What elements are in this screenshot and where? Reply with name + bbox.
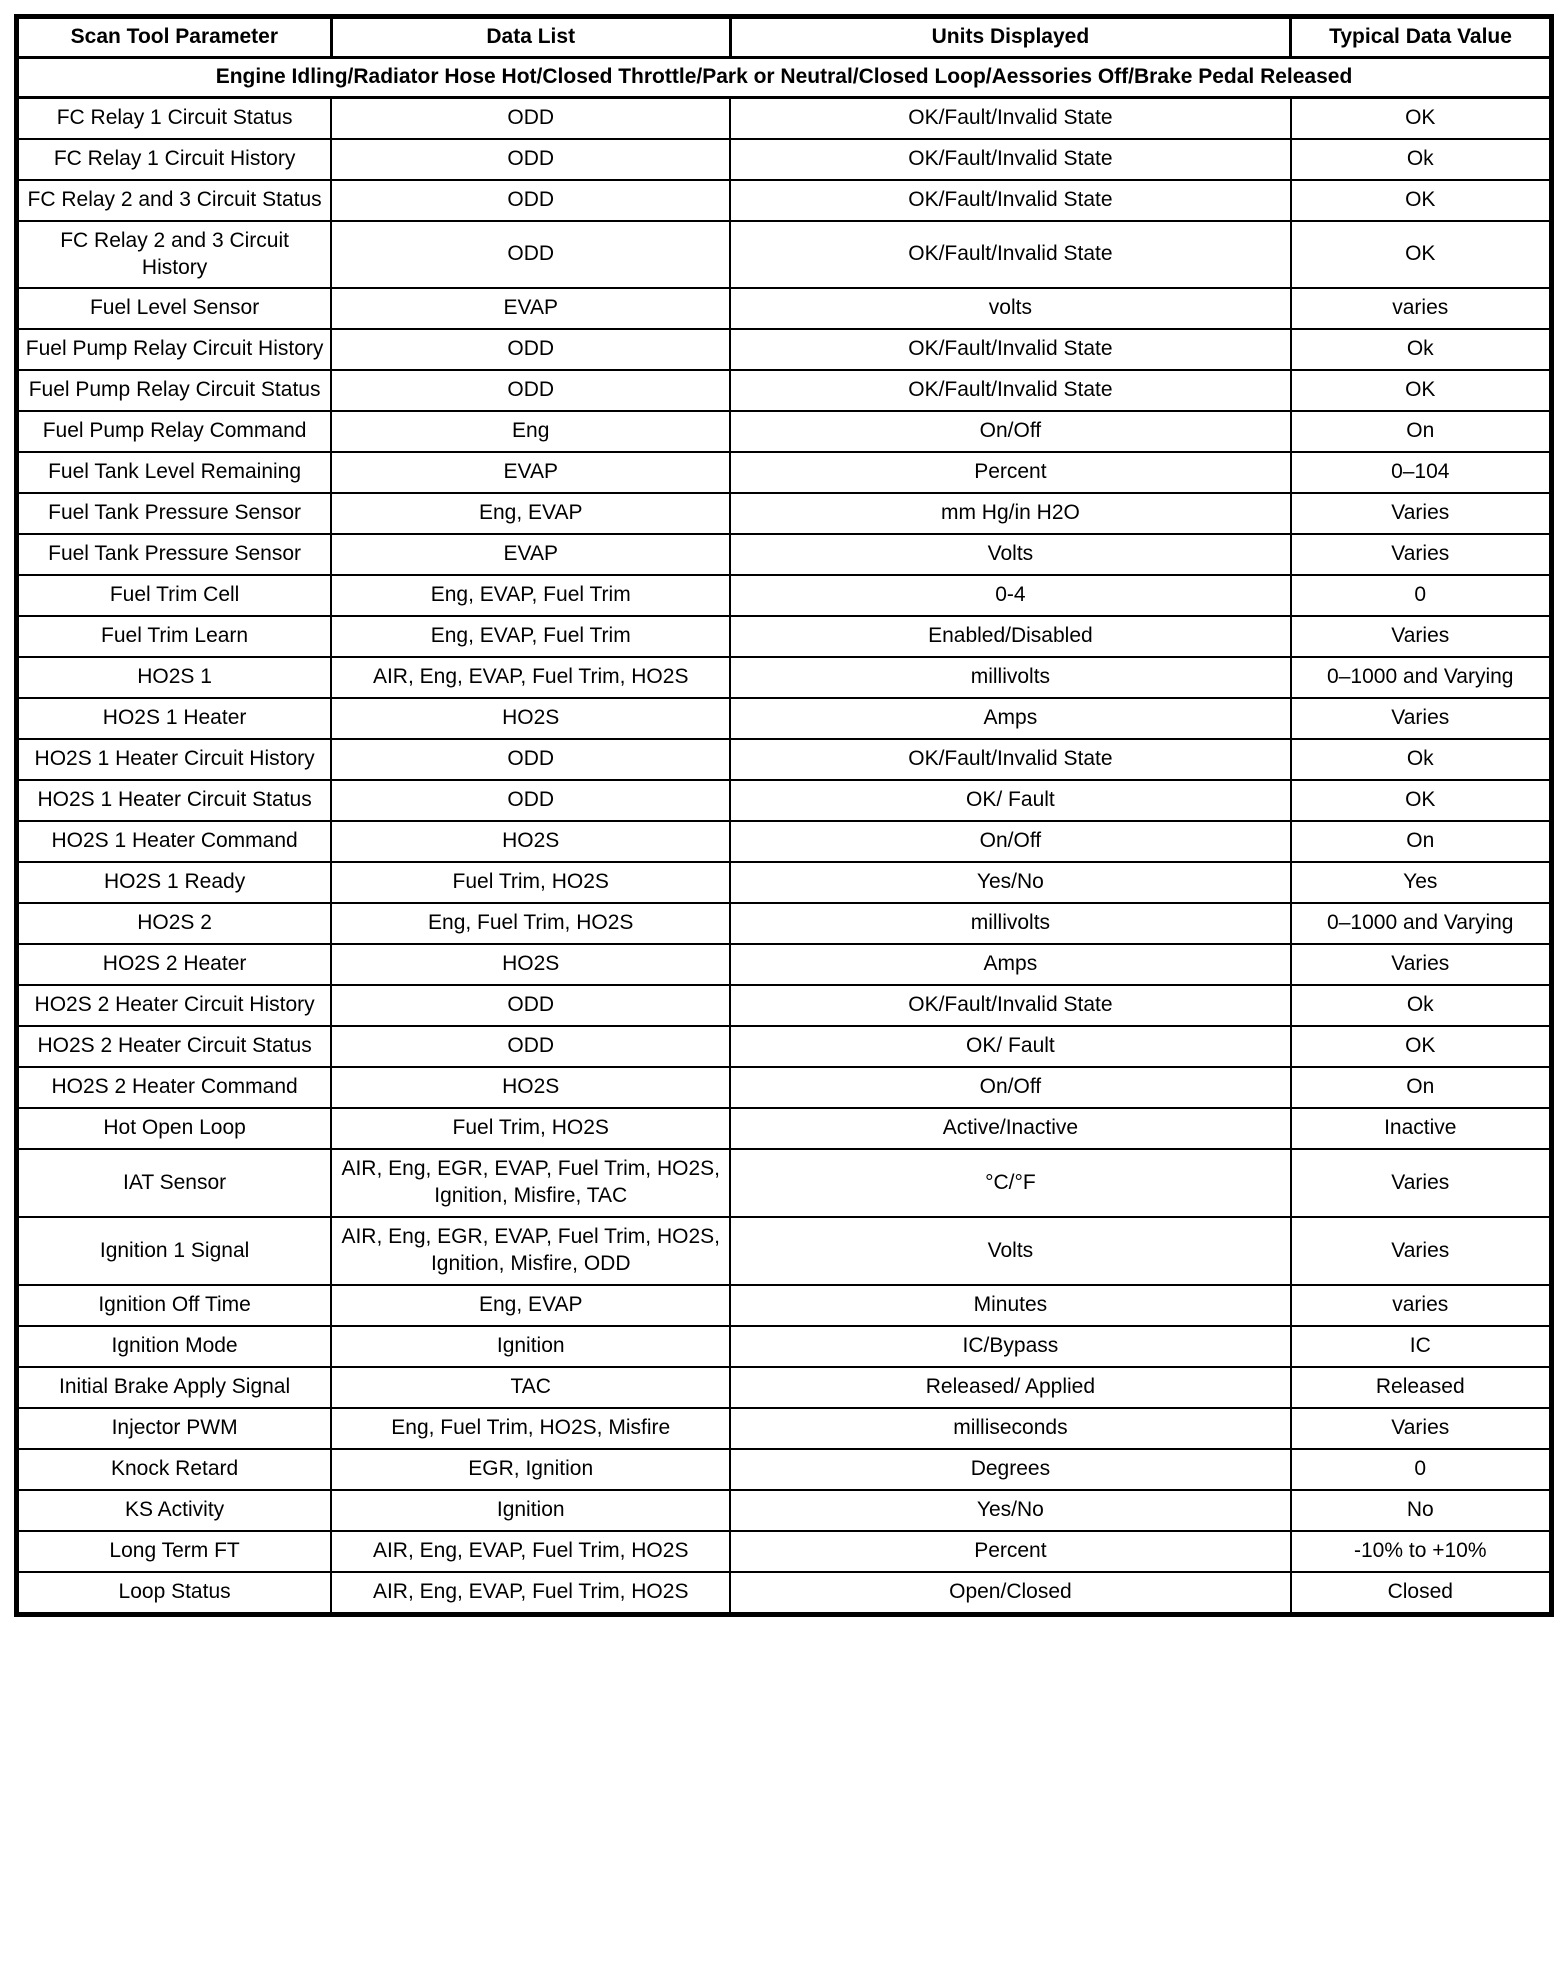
cell-typical-value: Ok — [1291, 985, 1552, 1026]
col-header-units-displayed: Units Displayed — [730, 17, 1290, 58]
cell-typical-value: IC — [1291, 1326, 1552, 1367]
cell-parameter: HO2S 1 Heater Command — [17, 821, 332, 862]
cell-typical-value: Varies — [1291, 534, 1552, 575]
cell-parameter: Fuel Pump Relay Circuit History — [17, 329, 332, 370]
cell-data-list: AIR, Eng, EGR, EVAP, Fuel Trim, HO2S, Ignition, Misfire, TAC — [331, 1149, 730, 1217]
cell-parameter: HO2S 1 — [17, 657, 332, 698]
table-row — [17, 698, 1552, 739]
cell-typical-value: OK — [1291, 221, 1552, 289]
table-row — [17, 1067, 1552, 1108]
table-row — [17, 288, 1552, 329]
cell-typical-value: On — [1291, 411, 1552, 452]
cell-parameter: Fuel Pump Relay Circuit Status — [17, 370, 332, 411]
cell-parameter: Injector PWM — [17, 1408, 332, 1449]
cell-parameter: Fuel Level Sensor — [17, 288, 332, 329]
cell-data-list: HO2S — [331, 821, 730, 862]
col-header-typical-data-value: Typical Data Value — [1291, 17, 1552, 58]
table-row — [17, 1367, 1552, 1408]
cell-data-list: Eng, Fuel Trim, HO2S, Misfire — [331, 1408, 730, 1449]
cell-units: Yes/No — [730, 862, 1290, 903]
cell-units: OK/ Fault — [730, 1026, 1290, 1067]
table-row — [17, 1572, 1552, 1614]
cell-data-list: HO2S — [331, 944, 730, 985]
cell-units: IC/Bypass — [730, 1326, 1290, 1367]
cell-typical-value: Closed — [1291, 1572, 1552, 1614]
cell-data-list: HO2S — [331, 698, 730, 739]
table-row — [17, 1285, 1552, 1326]
cell-units: Enabled/Disabled — [730, 616, 1290, 657]
cell-typical-value: On — [1291, 1067, 1552, 1108]
column-header-row — [17, 17, 1552, 58]
cell-parameter: Fuel Trim Learn — [17, 616, 332, 657]
table-row — [17, 1026, 1552, 1067]
cell-parameter: Knock Retard — [17, 1449, 332, 1490]
cell-parameter: HO2S 2 Heater Circuit Status — [17, 1026, 332, 1067]
cell-parameter: Fuel Tank Level Remaining — [17, 452, 332, 493]
cell-typical-value: Varies — [1291, 944, 1552, 985]
table-row — [17, 1149, 1552, 1217]
cell-typical-value: -10% to +10% — [1291, 1531, 1552, 1572]
cell-data-list: ODD — [331, 739, 730, 780]
table-row — [17, 534, 1552, 575]
cell-data-list: EVAP — [331, 534, 730, 575]
cell-units: Percent — [730, 1531, 1290, 1572]
cell-parameter: Initial Brake Apply Signal — [17, 1367, 332, 1408]
cell-units: millivolts — [730, 903, 1290, 944]
cell-units: OK/Fault/Invalid State — [730, 370, 1290, 411]
cell-typical-value: Yes — [1291, 862, 1552, 903]
cell-typical-value: On — [1291, 821, 1552, 862]
cell-units: Active/Inactive — [730, 1108, 1290, 1149]
table-row — [17, 411, 1552, 452]
cell-units: Volts — [730, 1217, 1290, 1285]
cell-typical-value: OK — [1291, 97, 1552, 138]
table-row — [17, 1531, 1552, 1572]
cell-units: 0-4 — [730, 575, 1290, 616]
cell-typical-value: OK — [1291, 780, 1552, 821]
table-row — [17, 985, 1552, 1026]
cell-data-list: ODD — [331, 1026, 730, 1067]
cell-data-list: AIR, Eng, EVAP, Fuel Trim, HO2S — [331, 657, 730, 698]
cell-data-list: Ignition — [331, 1490, 730, 1531]
table-row — [17, 1408, 1552, 1449]
table-row — [17, 329, 1552, 370]
table-row — [17, 1490, 1552, 1531]
cell-data-list: AIR, Eng, EVAP, Fuel Trim, HO2S — [331, 1572, 730, 1614]
cell-typical-value: Varies — [1291, 698, 1552, 739]
cell-units: °C/°F — [730, 1149, 1290, 1217]
cell-typical-value: 0–104 — [1291, 452, 1552, 493]
table-row — [17, 1326, 1552, 1367]
cell-units: OK/Fault/Invalid State — [730, 329, 1290, 370]
cell-typical-value: Varies — [1291, 493, 1552, 534]
cell-units: OK/Fault/Invalid State — [730, 180, 1290, 221]
cell-parameter: Long Term FT — [17, 1531, 332, 1572]
cell-parameter: FC Relay 2 and 3 Circuit Status — [17, 180, 332, 221]
table-row — [17, 370, 1552, 411]
cell-data-list: Eng, EVAP, Fuel Trim — [331, 575, 730, 616]
cell-units: OK/Fault/Invalid State — [730, 739, 1290, 780]
cell-units: OK/Fault/Invalid State — [730, 221, 1290, 289]
cell-parameter: HO2S 2 — [17, 903, 332, 944]
cell-data-list: AIR, Eng, EGR, EVAP, Fuel Trim, HO2S, Ignition, Misfire, ODD — [331, 1217, 730, 1285]
table-row — [17, 493, 1552, 534]
cell-units: mm Hg/in H2O — [730, 493, 1290, 534]
table-row — [17, 657, 1552, 698]
cell-typical-value: 0 — [1291, 1449, 1552, 1490]
cell-typical-value: Varies — [1291, 1408, 1552, 1449]
table-row — [17, 452, 1552, 493]
cell-typical-value: 0 — [1291, 575, 1552, 616]
cell-parameter: Ignition Mode — [17, 1326, 332, 1367]
test-condition-text: Engine Idling/Radiator Hose Hot/Closed Throttle/Park or Neutral/Closed Loop/Aessories Off/Brake Pedal Released — [17, 57, 1552, 97]
cell-units: Minutes — [730, 1285, 1290, 1326]
cell-parameter: Ignition 1 Signal — [17, 1217, 332, 1285]
cell-data-list: ODD — [331, 329, 730, 370]
cell-units: Yes/No — [730, 1490, 1290, 1531]
cell-units: Volts — [730, 534, 1290, 575]
cell-units: OK/Fault/Invalid State — [730, 985, 1290, 1026]
cell-typical-value: Varies — [1291, 1217, 1552, 1285]
cell-typical-value: Varies — [1291, 616, 1552, 657]
cell-parameter: Hot Open Loop — [17, 1108, 332, 1149]
cell-typical-value: 0–1000 and Varying — [1291, 903, 1552, 944]
cell-units: Percent — [730, 452, 1290, 493]
cell-parameter: Fuel Trim Cell — [17, 575, 332, 616]
cell-data-list: ODD — [331, 97, 730, 138]
cell-parameter: FC Relay 1 Circuit History — [17, 139, 332, 180]
cell-units: Open/Closed — [730, 1572, 1290, 1614]
cell-parameter: FC Relay 1 Circuit Status — [17, 97, 332, 138]
table-row — [17, 139, 1552, 180]
cell-typical-value: varies — [1291, 1285, 1552, 1326]
cell-units: On/Off — [730, 821, 1290, 862]
cell-typical-value: OK — [1291, 1026, 1552, 1067]
table-row — [17, 944, 1552, 985]
cell-data-list: TAC — [331, 1367, 730, 1408]
cell-typical-value: OK — [1291, 180, 1552, 221]
cell-units: Amps — [730, 698, 1290, 739]
cell-typical-value: varies — [1291, 288, 1552, 329]
cell-parameter: Fuel Tank Pressure Sensor — [17, 534, 332, 575]
table-body — [17, 97, 1552, 1614]
table-row — [17, 1108, 1552, 1149]
cell-parameter: HO2S 1 Heater Circuit History — [17, 739, 332, 780]
table-row — [17, 780, 1552, 821]
cell-data-list: ODD — [331, 180, 730, 221]
cell-data-list: HO2S — [331, 1067, 730, 1108]
test-condition-row — [17, 57, 1552, 97]
cell-parameter: Ignition Off Time — [17, 1285, 332, 1326]
cell-typical-value: OK — [1291, 370, 1552, 411]
cell-data-list: EGR, Ignition — [331, 1449, 730, 1490]
cell-data-list: Ignition — [331, 1326, 730, 1367]
cell-parameter: HO2S 1 Heater — [17, 698, 332, 739]
table-row — [17, 1449, 1552, 1490]
cell-typical-value: Released — [1291, 1367, 1552, 1408]
cell-parameter: FC Relay 2 and 3 Circuit History — [17, 221, 332, 289]
cell-parameter: HO2S 2 Heater — [17, 944, 332, 985]
cell-data-list: ODD — [331, 139, 730, 180]
cell-data-list: AIR, Eng, EVAP, Fuel Trim, HO2S — [331, 1531, 730, 1572]
cell-parameter: IAT Sensor — [17, 1149, 332, 1217]
cell-data-list: EVAP — [331, 288, 730, 329]
cell-parameter: HO2S 2 Heater Circuit History — [17, 985, 332, 1026]
cell-parameter: Fuel Pump Relay Command — [17, 411, 332, 452]
cell-data-list: Eng, Fuel Trim, HO2S — [331, 903, 730, 944]
table-row — [17, 180, 1552, 221]
cell-typical-value: Ok — [1291, 739, 1552, 780]
cell-typical-value: Ok — [1291, 139, 1552, 180]
table-row — [17, 821, 1552, 862]
table-row — [17, 97, 1552, 138]
cell-data-list: ODD — [331, 221, 730, 289]
table-row — [17, 739, 1552, 780]
cell-units: millivolts — [730, 657, 1290, 698]
cell-units: Amps — [730, 944, 1290, 985]
cell-units: volts — [730, 288, 1290, 329]
cell-data-list: ODD — [331, 370, 730, 411]
cell-typical-value: Ok — [1291, 329, 1552, 370]
cell-parameter: Fuel Tank Pressure Sensor — [17, 493, 332, 534]
scan-tool-parameter-table — [14, 14, 1554, 1617]
cell-typical-value: Varies — [1291, 1149, 1552, 1217]
cell-parameter: KS Activity — [17, 1490, 332, 1531]
table-row — [17, 575, 1552, 616]
table-row — [17, 862, 1552, 903]
cell-typical-value: Inactive — [1291, 1108, 1552, 1149]
cell-units: On/Off — [730, 411, 1290, 452]
cell-data-list: Eng, EVAP — [331, 493, 730, 534]
cell-data-list: Fuel Trim, HO2S — [331, 862, 730, 903]
table-row — [17, 903, 1552, 944]
cell-typical-value: No — [1291, 1490, 1552, 1531]
table-row — [17, 616, 1552, 657]
col-header-scan-tool-parameter: Scan Tool Parameter — [17, 17, 332, 58]
col-header-data-list: Data List — [331, 17, 730, 58]
cell-data-list: ODD — [331, 985, 730, 1026]
cell-units: OK/ Fault — [730, 780, 1290, 821]
cell-data-list: Fuel Trim, HO2S — [331, 1108, 730, 1149]
cell-units: On/Off — [730, 1067, 1290, 1108]
cell-parameter: HO2S 1 Heater Circuit Status — [17, 780, 332, 821]
cell-units: milliseconds — [730, 1408, 1290, 1449]
cell-units: Degrees — [730, 1449, 1290, 1490]
cell-data-list: Eng, EVAP — [331, 1285, 730, 1326]
cell-data-list: Eng, EVAP, Fuel Trim — [331, 616, 730, 657]
cell-units: OK/Fault/Invalid State — [730, 139, 1290, 180]
table-row — [17, 221, 1552, 289]
cell-parameter: HO2S 1 Ready — [17, 862, 332, 903]
cell-data-list: EVAP — [331, 452, 730, 493]
cell-parameter: Loop Status — [17, 1572, 332, 1614]
cell-parameter: HO2S 2 Heater Command — [17, 1067, 332, 1108]
cell-units: OK/Fault/Invalid State — [730, 97, 1290, 138]
cell-data-list: ODD — [331, 780, 730, 821]
cell-units: Released/ Applied — [730, 1367, 1290, 1408]
table-row — [17, 1217, 1552, 1285]
cell-data-list: Eng — [331, 411, 730, 452]
cell-typical-value: 0–1000 and Varying — [1291, 657, 1552, 698]
